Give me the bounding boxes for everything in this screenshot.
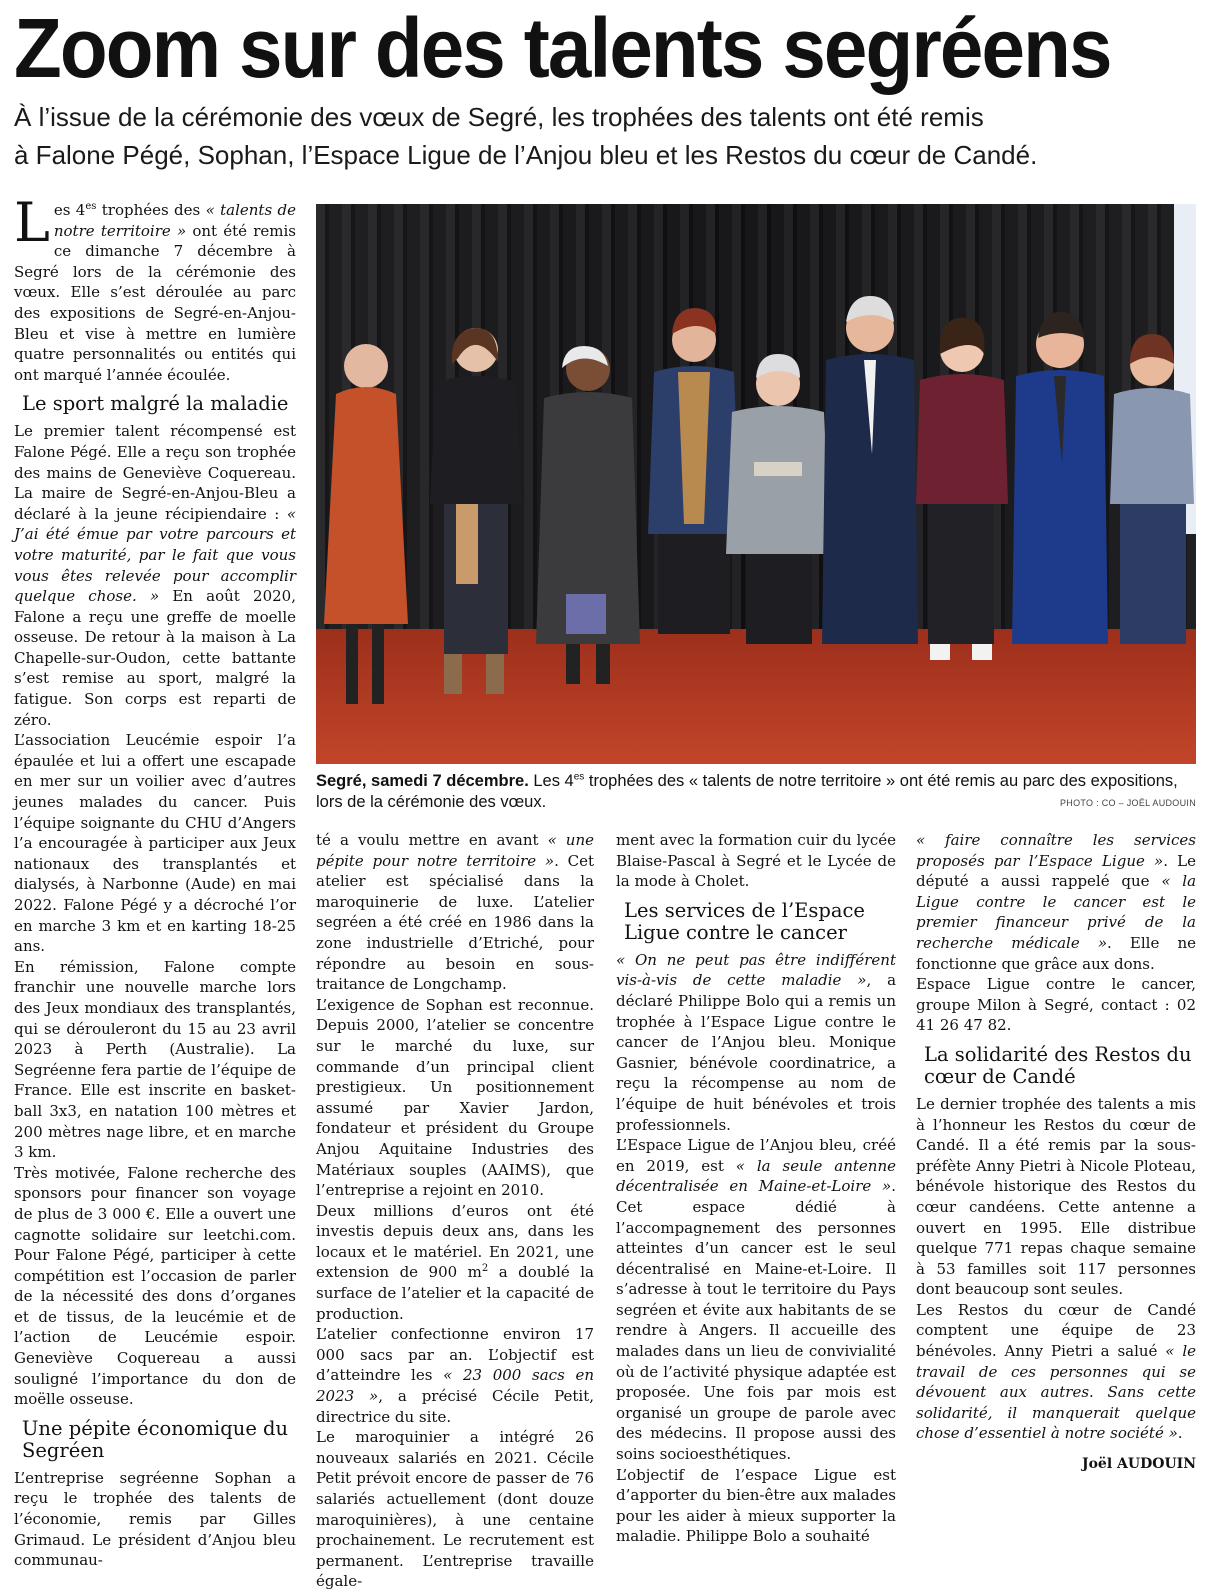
quote: « J’ai été émue par votre parcours et votre maturité, par le fait que vous vous êtes relevée pour accomplir quelque chose. » (14, 504, 296, 606)
paragraph (316, 1324, 594, 1427)
paragraph (916, 830, 1196, 974)
quote: « une pépite pour notre territoire » (316, 831, 594, 870)
paragraph: L’association Leucémie espoir l’a épaulée et lui a offert une escapade en mer sur un voilier avec d’autres jeunes malades du cancer. Puis l’équipe soignante du CHU d’Angers l’a encouragée à participer aux Jeux nationaux des transplantés et dialysés, à Narbonne (Aude) en mai 2022. Falone Pégé y a décroché l’or en marche 3 km et en karting 18-25 ans. (14, 731, 296, 956)
paragraph (616, 1135, 896, 1465)
caption-sup: es (573, 771, 585, 783)
text: Deux millions d’euros ont été investis depuis deux ans, dans les locaux et le matériel. En 2021, une extension de 900 m (316, 1201, 594, 1282)
text: En août 2020, Falone a reçu une greffe de moelle osseuse. De retour à la maison à La Chapelle-sur-Oudon, cette battante s’est remise au sport, malgré la fatigue. Son corps est reparti de zéro. (14, 587, 296, 729)
photo-illustration (316, 204, 1196, 764)
paragraph: Le maroquinier a intégré 26 nouveaux salariés en 2021. Cécile Petit prévoit encore de passer de 76 salariés actuellement (dont douze maroquinières), à une centaine prochainement. Le recrutement est permanent. L’entreprise travaille égale- (316, 1428, 594, 1591)
text: Les Restos du cœur de Candé comptent une équipe de 23 bénévoles. Anny Pietri a salué (916, 1300, 1196, 1361)
photo-credit: PHOTO : CO – JOËL AUDOUIN (1059, 798, 1196, 808)
text: L’Espace Ligue de l’Anjou bleu, créé en 2019, est (616, 1136, 896, 1175)
quote: « faire connaître les services proposés par l’Espace Ligue » (916, 831, 1196, 870)
superscript: 2 (481, 1263, 489, 1275)
event-photo (316, 204, 1196, 764)
column-3 (616, 830, 896, 1547)
subhead-sport: Le sport malgré la maladie (22, 392, 289, 416)
column-2 (316, 830, 594, 1592)
paragraph: ment avec la formation cuir du lycée Blaise-Pascal à Segré et le Lycée de la mode à Cholet. (616, 831, 896, 891)
subhead-services: Les services de l’Espace Ligue contre le cancer (624, 898, 865, 944)
text: té a voulu mettre en avant (316, 831, 548, 849)
text: . Elle ne fonctionne que grâce aux dons. (916, 933, 1196, 973)
quote: « 23 000 sacs en 2023 » (316, 1366, 594, 1406)
author-signature: Joël AUDOUIN (1081, 1456, 1196, 1473)
paragraph (14, 421, 296, 730)
intro-text: ont été remis ce dimanche 7 décembre à Segré lors de la cérémonie des vœux. Elle s’est déroulée au parc des expositions de Segré-en-Anjou-Bleu et vise à mettre en lumière quatre personnalités ou entités qui ont marqué l’année écoulée. (14, 221, 296, 384)
paragraph (316, 830, 594, 995)
quote: « la seule antenne décentralisée en Maine-et-Loire » (616, 1156, 897, 1196)
text: . Le député a aussi rappelé que (916, 851, 1197, 891)
paragraph (616, 950, 896, 1135)
text: . Cet espace dédié à l’accompagnement des personnes atteintes d’un cancer est le seul décentralisé en Maine-et-Loire. Il s’adresse à tout le territoire du Pays segréen et évite aux habitants de se rendre à Angers. Il accueille des malades dans un lieu de convivialité où de l’activité physique adaptée est proposée. Une fois par mois est organisé un groupe de parole avec des médecins. Il propose aussi des soins socioesthétiques. (616, 1177, 896, 1464)
paragraph: En rémission, Falone compte franchir une nouvelle marche lors des Jeux mondiaux des transplantés, qui se dérouleront du 15 au 23 avril 2023 à Perth (Australie). La Segréenne fera partie de l’équipe de France. Elle est inscrite en basket-ball 3x3, en natation 100 mètres et 200 mètres nage libre, et en marche 3 km. (14, 957, 296, 1162)
text: . Cet atelier est spécialisé dans la maroquinerie de luxe. L’atelier segréen a été créé en 1986 dans la zone industrielle d’Etriché, pour répondre au besoin en sous-traitance de Longchamp. (316, 851, 594, 994)
paragraph (916, 1300, 1196, 1444)
intro-text: es 4 (53, 201, 86, 219)
intro-paragraph (14, 191, 296, 385)
paragraph: L’objectif de l’espace Ligue est d’apporter du bien-être aux malades pour les aider à mieux supporter la maladie. Philippe Bolo a souhaité (616, 1465, 896, 1546)
paragraph: Le dernier trophée des talents a mis à l’honneur les Restos du cœur de Candé. Il a été remis par la sous-préfète Anny Pietri à Nicole Ploteau, bénévole historique des Restos du cœur candéens. Cette antenne a ouvert en 1995. Elle distribue quelque 771 repas chaque semaine à 53 familles soit 117 personnes dont beaucoup sont seules. (916, 1094, 1196, 1299)
contact-paragraph: Espace Ligue contre le cancer, groupe Milon à Segré, contact : 02 41 26 47 82. (916, 975, 1196, 1035)
text: L’atelier confectionne environ 17 000 sacs par an. L’objectif est d’atteindre les (316, 1325, 594, 1385)
caption-lead: Segré, samedi 7 décembre. (316, 772, 529, 790)
intro-quote: « talents de notre territoire » (53, 201, 296, 240)
standfirst-line-1: À l’issue de la cérémonie des vœux de Segré, les trophées des talents ont été remis (14, 102, 984, 132)
intro-text: trophées des (96, 201, 206, 219)
quote: « la Ligue contre le cancer est le premier financeur privé de la recherche médicale » (916, 872, 1197, 952)
column-4 (916, 830, 1196, 1475)
intro-sup: es (85, 201, 97, 212)
paragraph: Très motivée, Falone recherche des sponsors pour financer son voyage de plus de 3 000 €. Elle a ouvert une cagnotte solidaire sur leetchi.com. Pour Falone Pégé, participer à cette compétition est l’occasion de parler de la nécessité des dons d’organes et de tissus, de la leucémie et de l’action de Leucémie espoir. Geneviève Coquereau a aussi souligné l’importance du don de moëlle osseuse. (14, 1163, 296, 1409)
paragraph (316, 1201, 594, 1325)
text: , a précisé Cécile Petit, directrice du site. (316, 1387, 594, 1426)
text: . (1177, 1424, 1183, 1443)
paragraph: L’entreprise segréenne Sophan a reçu le trophée des talents de l’économie, remis par Gilles Grimaud. Le président d’Anjou bleu communau- (14, 1468, 296, 1570)
text: , a déclaré Philippe Bolo qui a remis un trophée à l’Espace Ligue contre le cancer de l’Anjou bleu. Monique Gasnier, bénévole coordinatrice, a reçu la récompense au nom de l’équipe de huit bénévoles et trois professionnels. (616, 971, 897, 1134)
text: Le premier talent récompensé est Falone Pégé. Elle a reçu son trophée des mains de Geneviève Coquereau. La maire de Segré-en-Anjou-Bleu a déclaré à la jeune récipiendaire : (14, 422, 296, 523)
subhead-pepite: Une pépite économique du Segréen (22, 1416, 289, 1462)
caption-text: Les 4 (528, 772, 574, 790)
quote: « On ne peut pas être indifférent vis-à-vis de cette maladie » (616, 950, 896, 990)
text: a doublé la surface de l’atelier et la capacité de production. (316, 1263, 594, 1323)
standfirst (14, 98, 1214, 174)
subhead-restos: La solidarité des Restos du cœur de Candé (924, 1042, 1192, 1088)
column-1 (14, 191, 296, 1571)
standfirst-line-2: à Falone Pégé, Sophan, l’Espace Ligue de l’Anjou bleu et les Restos du cœur de Candé. (14, 140, 1038, 170)
caption-text: trophées des « talents de notre territoire » ont été remis au parc des expositions, lors de la cérémonie des vœux. (316, 772, 1178, 811)
headline: Zoom sur des talents segréens (14, 1, 1111, 95)
paragraph: L’exigence de Sophan est reconnue. Depuis 2000, l’atelier se concentre sur le marché du luxe, sur commande d’un principal client prestigieux. Un positionnement assumé par Xavier Jardon, fondateur et président du Groupe Anjou Aquitaine Industries des Matériaux souples (AAIMS), que l’entreprise a rejoint en 2010. (316, 995, 594, 1200)
dropcap: L (14, 191, 50, 254)
quote: « le travail de ces personnes qui se dévouent aux autres. Sans cette solidarité, il manquerait quelque chose d’essentiel à notre société » (916, 1342, 1196, 1443)
